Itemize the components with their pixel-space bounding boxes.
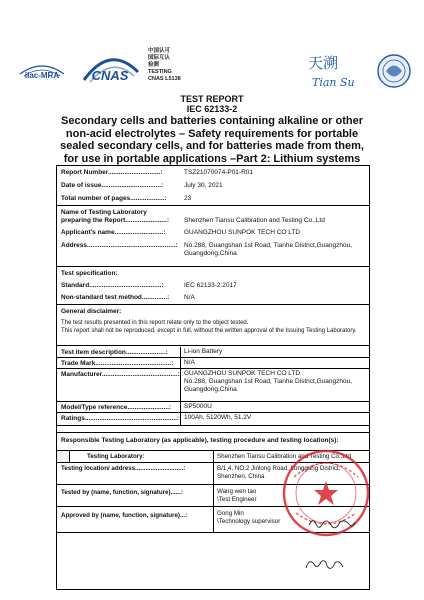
title-description: Secondary cells and batteries containing alkaline or other non-acid electrolytes – Safety requirements for portable sealed secondary cells, and for batteries made from them, for use in portable applications –Part 2: Lithium systems — [60, 115, 364, 165]
svg-text:CNAS: CNAS — [91, 68, 129, 83]
disclaimer-section: General disclaimer: The test results presented in this report relate only to the object tested. This report shall not be reproduced, except in full, without the written approval of the Issuing Testing Laboratory. — [57, 305, 369, 346]
tiansu-logo — [306, 50, 414, 92]
model-type: SP5000U — [184, 403, 212, 410]
svg-text:天溯: 天溯 — [308, 54, 339, 72]
trade-mark: N/A — [184, 359, 195, 366]
date-of-issue: July 30, 2021 — [184, 182, 223, 189]
responsible-lab-section: Responsible Testing Laboratory (as applicable), testing procedure and testing location(s): Testing Laboratory: Shenzhen Tiansu Calibration and Testing Co.,Ltd Testing location/ address............................: B/1,4, NO.2 Jinlong Road, Longgang District, Shenzhen, China Tested by (name, function, signature)......: Wang wen tao \Test Engineer Approved by (name, function, signature)...: Gong Min \Technology supervisor — [57, 432, 369, 589]
svg-text:Tian Su: Tian Su — [312, 76, 355, 89]
nonstandard-value: N/A — [184, 294, 195, 301]
tester-signature — [307, 515, 357, 529]
report-number: TSZ21070074-P01-R01 — [184, 169, 254, 176]
lab-section: Name of Testing Laboratory preparing the Report.......................: Shenzhen Tiansu Calibration and Testing Co.,Ltd Applicant's name...........................: GUANGZHOU SUNPOK TECH CO LTD Address.................................................: No.288, Guangshan 1st Road, Tianhe District,Guangzhou, Guangdong,China — [57, 206, 369, 267]
report-info-section: Report Number.............................: TSZ21070074-P01-R01 Date of issue.................................: July 30, 2021 Total number of pages...................: 23 — [57, 166, 369, 206]
svg-text:ilac-MRA: ilac-MRA — [24, 71, 60, 80]
disclaimer-text: The test results presented in this report relate only to the object tested. This report shall not be reproduced, except in full, without the written approval of the Issuing Testing Laboratory. — [61, 320, 357, 334]
title-test-report: TEST REPORT — [180, 94, 244, 104]
test-spec-section: Test specification: Standard........................................: IEC 62133-2:2017 Non-standard test method..............: N/A — [57, 267, 369, 305]
title-standard: IEC 62133-2 — [186, 104, 238, 114]
approver-signature — [303, 556, 349, 574]
ratings: 100Ah, 5120Wh, 51.2V — [184, 414, 252, 421]
ilac-mra-logo — [14, 56, 70, 86]
tested-by: Wang wen tao \Test Engineer — [217, 488, 257, 503]
report-title — [56, 94, 368, 165]
testing-location: B/1,4, NO.2 Jinlong Road, Longgang District, Shenzhen, China — [217, 465, 341, 480]
total-pages: 23 — [184, 195, 192, 202]
cnas-accreditation-text: 中国认可 国际互认 检测 TESTING CNAS L5138 — [148, 48, 181, 82]
responsible-lab-name: Shenzhen Tiansu Calibration and Testing Co.,Ltd — [217, 453, 352, 460]
applicant-address: No.288, Guangshan 1st Road, Tianhe District,Guangzhou, Guangdong,China — [184, 242, 353, 257]
cnas-logo — [76, 50, 144, 90]
testing-lab-name: Shenzhen Tiansu Calibration and Testing Co.,Ltd — [184, 217, 325, 224]
test-item-description: Li-ion Battery — [184, 348, 223, 355]
approved-by: Gong Min \Technology supervisor — [217, 510, 281, 525]
standard-value: IEC 62133-2:2017 — [184, 282, 237, 289]
applicant-name: GUANGZHOU SUNPOK TECH CO LTD — [184, 229, 301, 236]
test-item-section: Test item description......................: Li-ion Battery Trade Mark..........................................: N/A Manufacturer..........................................: GUANGZHOU SUNPOK TECH CO LTD No.288, Guangshan 1st Road, Tianhe District,Guangzhou, Guangdong,China Model/Type reference.......................: SP5000U Ratings...................................................: 100Ah, 5120Wh, 51.2V — [57, 347, 369, 426]
lab-checkbox — [57, 451, 69, 462]
manufacturer: GUANGZHOU SUNPOK TECH CO LTD No.288, Guangshan 1st Road, Tianhe District,Guangzhou, Guangdong,China — [184, 370, 353, 393]
